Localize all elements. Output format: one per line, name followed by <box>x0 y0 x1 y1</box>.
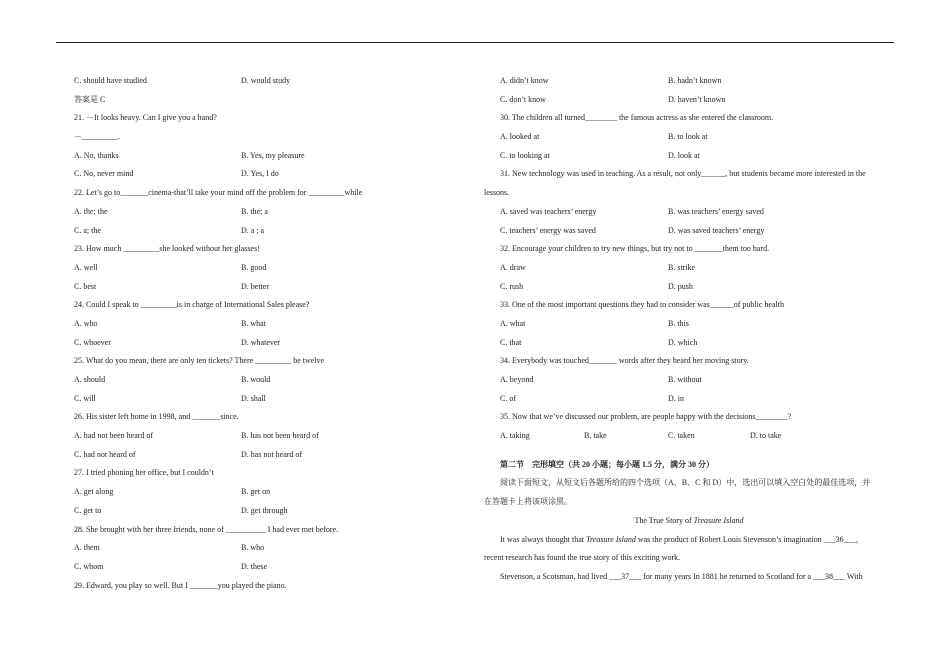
option-a[interactable]: A. the; the <box>74 206 108 216</box>
option-b[interactable]: B. to look at <box>668 132 708 142</box>
option-row <box>74 317 374 336</box>
option-b[interactable]: B. get on <box>241 487 271 497</box>
option-row <box>484 373 894 392</box>
option-row <box>74 261 374 280</box>
option-row <box>484 261 894 280</box>
option-a[interactable]: C. don’t know <box>500 94 546 104</box>
question-text: 35. Now that we’ve discussed our problem, are people happy with the decisions________? <box>500 412 792 422</box>
option-row <box>484 130 894 149</box>
option-row <box>74 485 374 504</box>
question-text: 29. Edward, you play so well. But I _______you played the piano. <box>74 580 287 590</box>
option-a[interactable]: C. whoever <box>74 337 111 347</box>
option-a[interactable]: A. what <box>500 318 526 328</box>
option-row <box>484 93 894 112</box>
option-row <box>74 429 374 448</box>
question-text: 25. What do you mean, there are only ten tickets? There _________ be twelve <box>74 356 325 366</box>
option-b[interactable]: D. push <box>668 281 693 291</box>
option-b[interactable]: B. would <box>241 375 271 384</box>
option-d[interactable]: D. to take <box>750 431 782 441</box>
option-row <box>74 373 374 392</box>
option-c[interactable]: C. taken <box>668 431 695 441</box>
option-row <box>484 336 894 355</box>
option-b[interactable]: D. which <box>668 337 698 347</box>
question-text: 24. Could I speak to _________is in charge of International Sales please? <box>74 300 310 310</box>
question-text: －_________. <box>74 132 120 142</box>
option-row <box>74 224 374 243</box>
option-a[interactable]: A. didn’t know <box>500 76 549 85</box>
instructions-line-2: 在答题卡上将该项涂黑。 <box>484 497 572 507</box>
option-b[interactable]: B. this <box>668 318 689 328</box>
option-row <box>74 560 374 579</box>
option-b[interactable]: B. take <box>584 431 607 441</box>
question-text: 23. How much _________she looked without her glasses! <box>74 244 260 254</box>
question-31-line-2: lessons. <box>484 188 510 198</box>
instructions-line-1: 阅读下面短文，从短文后各题所给的四个选项（A、B、C 和 D）中，选出可以填入空白处的最佳选项，并 <box>500 478 871 488</box>
passage-paragraph-1: It was always thought that Treasure Island was the product of Robert Louis Stevenson’s imagination ___36___， <box>500 534 864 544</box>
option-row <box>74 74 374 93</box>
option-b[interactable]: B. strike <box>668 262 696 272</box>
option-a[interactable]: C. will <box>74 393 96 403</box>
option-row <box>484 205 894 224</box>
option-b[interactable]: D. haven’t known <box>668 94 726 104</box>
option-row <box>74 205 374 224</box>
option-b[interactable]: D. Yes, I do <box>241 169 279 179</box>
question-text: 34. Everybody was touched_______ words after they heard her moving story. <box>500 356 749 366</box>
header-rule <box>56 42 894 43</box>
option-a[interactable]: C. No, never mind <box>74 169 134 179</box>
option-b[interactable]: B. good <box>241 262 267 272</box>
question-text: 28. She brought with her three friends, none of __________ I had ever met before. <box>74 524 339 534</box>
blank-38[interactable]: ___38___ <box>813 571 846 581</box>
option-a[interactable]: C. rush <box>500 281 524 291</box>
option-b[interactable]: D. a ; a <box>241 225 265 235</box>
option-b[interactable]: D. in <box>668 393 684 403</box>
option-a[interactable]: A. looked at <box>500 132 540 142</box>
option-b[interactable]: B. has not been heard of <box>241 431 319 441</box>
option-b[interactable]: B. was teachers’ energy saved <box>668 206 764 216</box>
option-row <box>74 336 374 355</box>
question-text: 21. －It looks heavy. Can I give you a hand? <box>74 113 217 123</box>
option-a[interactable]: C. had not heard of <box>74 449 136 459</box>
option-a[interactable]: C. that <box>500 337 522 347</box>
option-a[interactable]: A. beyond <box>500 375 534 384</box>
option-a[interactable]: A. who <box>74 318 98 328</box>
option-b[interactable]: D. whatever <box>241 337 281 347</box>
option-b[interactable]: D. get through <box>241 505 288 515</box>
option-b[interactable]: D. these <box>241 561 268 571</box>
passage-paragraph-2: Stevenson, a Scotsman, had lived ___37___ for many years In 1881 he returned to Scotland for a ___38___ With <box>500 571 863 581</box>
option-a[interactable]: C. best <box>74 281 97 291</box>
option-row <box>484 317 894 336</box>
question-text: 32. Encourage your children to try new things, but try not to _______them too hard. <box>500 244 770 254</box>
option-a[interactable]: A. well <box>74 262 98 272</box>
option-row <box>74 392 374 411</box>
option-b[interactable]: B. without <box>668 375 702 384</box>
question-text: 27. I tried phoning her office, but I couldn’t <box>74 468 214 478</box>
option-a[interactable]: A. saved was teachers’ energy <box>500 206 597 216</box>
option-b[interactable]: B. what <box>241 318 266 328</box>
option-a[interactable]: A. them <box>74 543 100 553</box>
blank-36[interactable]: ___36___ <box>823 534 856 544</box>
right-column <box>484 74 894 589</box>
option-b[interactable]: D. has not heard of <box>241 449 303 459</box>
section-heading: 第二节 完形填空（共 20 小题；每小题 1.5 分，满分 30 分） <box>500 459 714 469</box>
option-a[interactable]: C. to looking at <box>500 150 550 160</box>
question-text: 22. Let’s go to_______cinema-that’ll take your mind off the problem for _________while <box>74 188 363 198</box>
option-row <box>74 504 374 523</box>
option-row <box>74 167 374 186</box>
question-text: 答案是 C <box>74 94 106 104</box>
option-b[interactable]: D. look at <box>668 150 700 160</box>
option-row <box>484 392 894 411</box>
option-a[interactable]: A. No, thanks <box>74 150 119 160</box>
option-a[interactable]: C. a; the <box>74 225 101 235</box>
option-b[interactable]: B. the; a <box>241 206 268 216</box>
option-a[interactable]: C. get to <box>74 505 102 515</box>
option-row <box>74 149 374 168</box>
question-35-options <box>484 429 894 448</box>
passage-title: The True Story of Treasure Island <box>634 515 744 525</box>
left-column <box>74 74 374 597</box>
option-a[interactable]: A. get along <box>74 487 114 497</box>
option-b[interactable]: B. Yes, my pleasure <box>241 150 305 160</box>
option-row <box>484 149 894 168</box>
question-31-line-1: 31. New technology was used in teaching. As a result, not only______, but students became more interested in the <box>500 169 866 179</box>
option-a[interactable]: C. should have studied <box>74 76 147 85</box>
option-a[interactable]: A. draw <box>500 262 526 272</box>
option-a[interactable]: C. teachers’ energy was saved <box>500 225 596 235</box>
option-b[interactable]: D. better <box>241 281 269 291</box>
blank-37[interactable]: ___37___ <box>609 571 642 581</box>
option-a[interactable]: A. should <box>74 375 106 384</box>
option-row <box>484 74 894 93</box>
question-text: 30. The children all turned________ the famous actress as she entered the classroom. <box>500 113 774 123</box>
option-b[interactable]: D. shall <box>241 393 266 403</box>
option-a[interactable]: C. whom <box>74 561 104 571</box>
option-row <box>74 448 374 467</box>
option-a[interactable]: A. had not been heard of <box>74 431 154 441</box>
option-b[interactable]: D. was saved teachers’ energy <box>668 225 765 235</box>
option-b[interactable]: D. would study <box>241 76 291 85</box>
option-row <box>74 280 374 299</box>
question-text: 26. His sister left home in 1998, and _______since. <box>74 412 239 422</box>
option-b[interactable]: B. hadn’t known <box>668 76 722 85</box>
option-row <box>74 541 374 560</box>
passage-paragraph-1-cont: recent research has found the true story of this exciting work. <box>484 553 681 563</box>
option-a[interactable]: A. taking <box>500 431 530 441</box>
option-row <box>484 280 894 299</box>
option-b[interactable]: B. who <box>241 543 265 553</box>
option-row <box>484 224 894 243</box>
question-text: 33. One of the most important questions they had to consider was______of public health <box>500 300 784 310</box>
option-a[interactable]: C. of <box>500 393 516 403</box>
